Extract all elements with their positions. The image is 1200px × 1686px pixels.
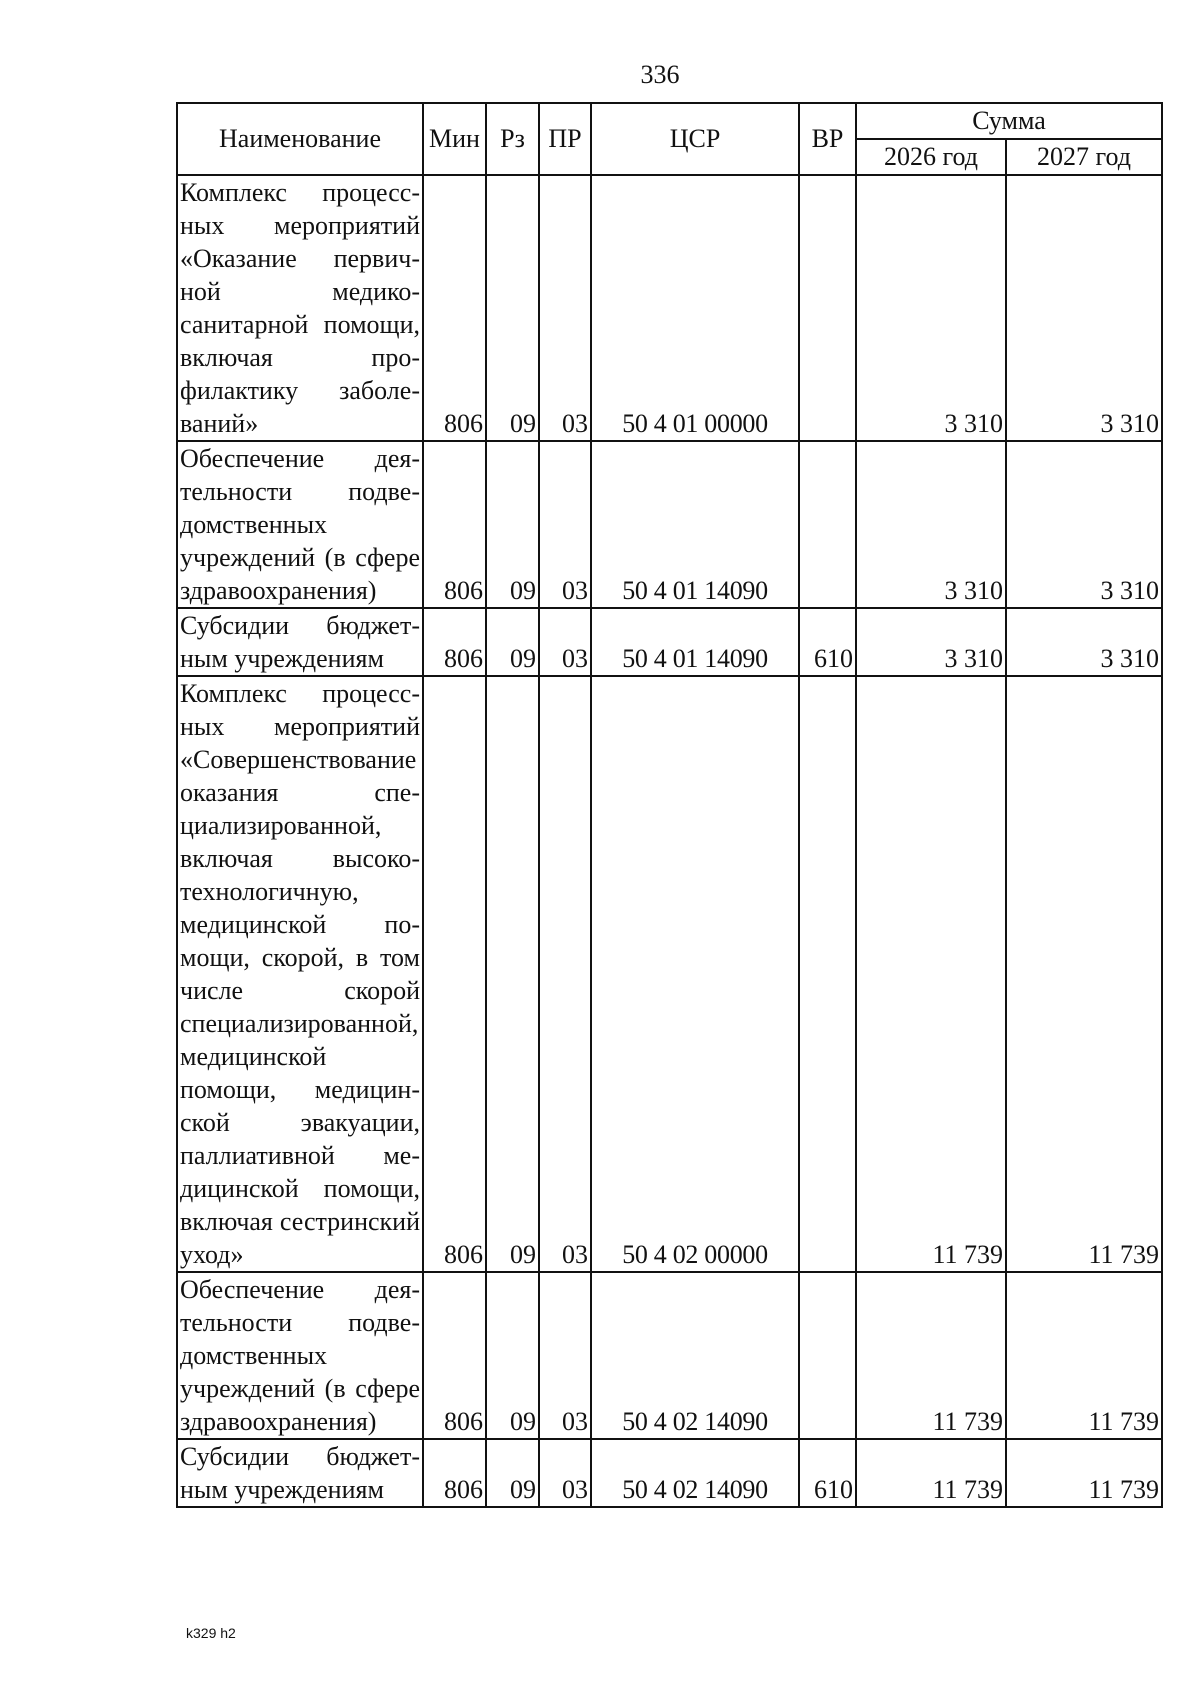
row-csr: 50 4 02 00000 <box>591 676 799 1272</box>
row-vr <box>799 676 856 1272</box>
page-number: 336 <box>640 60 680 89</box>
header-vr: ВР <box>799 103 856 175</box>
row-csr: 50 4 01 00000 <box>591 175 799 441</box>
row-amount-2026: 11 739 <box>856 1272 1006 1439</box>
table-row <box>177 1272 1162 1439</box>
header-sum: Сумма <box>856 103 1162 139</box>
row-min: 806 <box>423 608 486 676</box>
row-vr <box>799 175 856 441</box>
header-year-2026: 2026 год <box>856 139 1006 175</box>
header-name: Наименование <box>177 103 423 175</box>
row-csr: 50 4 02 14090 <box>591 1272 799 1439</box>
row-rz: 09 <box>486 441 539 608</box>
row-amount-2027: 3 310 <box>1006 441 1162 608</box>
row-min: 806 <box>423 1272 486 1439</box>
row-amount-2027: 11 739 <box>1006 1272 1162 1439</box>
row-pr: 03 <box>539 1272 591 1439</box>
row-vr: 610 <box>799 608 856 676</box>
row-min: 806 <box>423 676 486 1272</box>
row-name: Комплекс процессных мероприятий «Совершенствование оказания специализированной, включая высокотехнологичную, медицинской помощи, скорой, в том числе скорой специализированной, медицинской помощи, медицинской эвакуации, паллиативной медицинской помощи, включая сестринский уход» <box>177 676 423 1272</box>
row-rz: 09 <box>486 175 539 441</box>
budget-table <box>176 102 1163 1508</box>
row-min: 806 <box>423 441 486 608</box>
row-pr: 03 <box>539 676 591 1272</box>
row-name: Субсидии бюджетным учреждениям <box>177 1439 423 1507</box>
row-vr <box>799 1272 856 1439</box>
row-pr: 03 <box>539 608 591 676</box>
table-row <box>177 608 1162 676</box>
row-pr: 03 <box>539 441 591 608</box>
row-name: Обеспечение деятельности подведомственных учреждений (в сфере здравоохранения) <box>177 1272 423 1439</box>
table-row <box>177 175 1162 441</box>
table-row <box>177 441 1162 608</box>
footer-code: k329 h2 <box>186 1625 236 1641</box>
row-rz: 09 <box>486 1272 539 1439</box>
row-name: Субсидии бюджетным учреждениям <box>177 608 423 676</box>
row-amount-2026: 3 310 <box>856 441 1006 608</box>
row-pr: 03 <box>539 1439 591 1507</box>
header-pr: ПР <box>539 103 591 175</box>
table-row <box>177 1439 1162 1507</box>
table-row <box>177 676 1162 1272</box>
row-csr: 50 4 01 14090 <box>591 441 799 608</box>
header-row-top <box>177 103 1162 139</box>
row-amount-2027: 3 310 <box>1006 608 1162 676</box>
row-name: Обеспечение деятельности подведомственных учреждений (в сфере здравоохранения) <box>177 441 423 608</box>
header-min: Мин <box>423 103 486 175</box>
row-csr: 50 4 01 14090 <box>591 608 799 676</box>
row-csr: 50 4 02 14090 <box>591 1439 799 1507</box>
row-amount-2027: 11 739 <box>1006 676 1162 1272</box>
row-vr <box>799 441 856 608</box>
row-amount-2027: 3 310 <box>1006 175 1162 441</box>
row-min: 806 <box>423 1439 486 1507</box>
row-min: 806 <box>423 175 486 441</box>
row-vr: 610 <box>799 1439 856 1507</box>
header-rz: Рз <box>486 103 539 175</box>
row-amount-2026: 3 310 <box>856 608 1006 676</box>
row-rz: 09 <box>486 676 539 1272</box>
row-name: Комплекс процессных мероприятий «Оказание первичной медико-санитарной помощи, включая профилактику заболеваний» <box>177 175 423 441</box>
header-csr: ЦСР <box>591 103 799 175</box>
row-rz: 09 <box>486 1439 539 1507</box>
row-amount-2026: 3 310 <box>856 175 1006 441</box>
row-rz: 09 <box>486 608 539 676</box>
row-amount-2026: 11 739 <box>856 676 1006 1272</box>
row-amount-2026: 11 739 <box>856 1439 1006 1507</box>
row-pr: 03 <box>539 175 591 441</box>
row-amount-2027: 11 739 <box>1006 1439 1162 1507</box>
header-year-2027: 2027 год <box>1006 139 1162 175</box>
